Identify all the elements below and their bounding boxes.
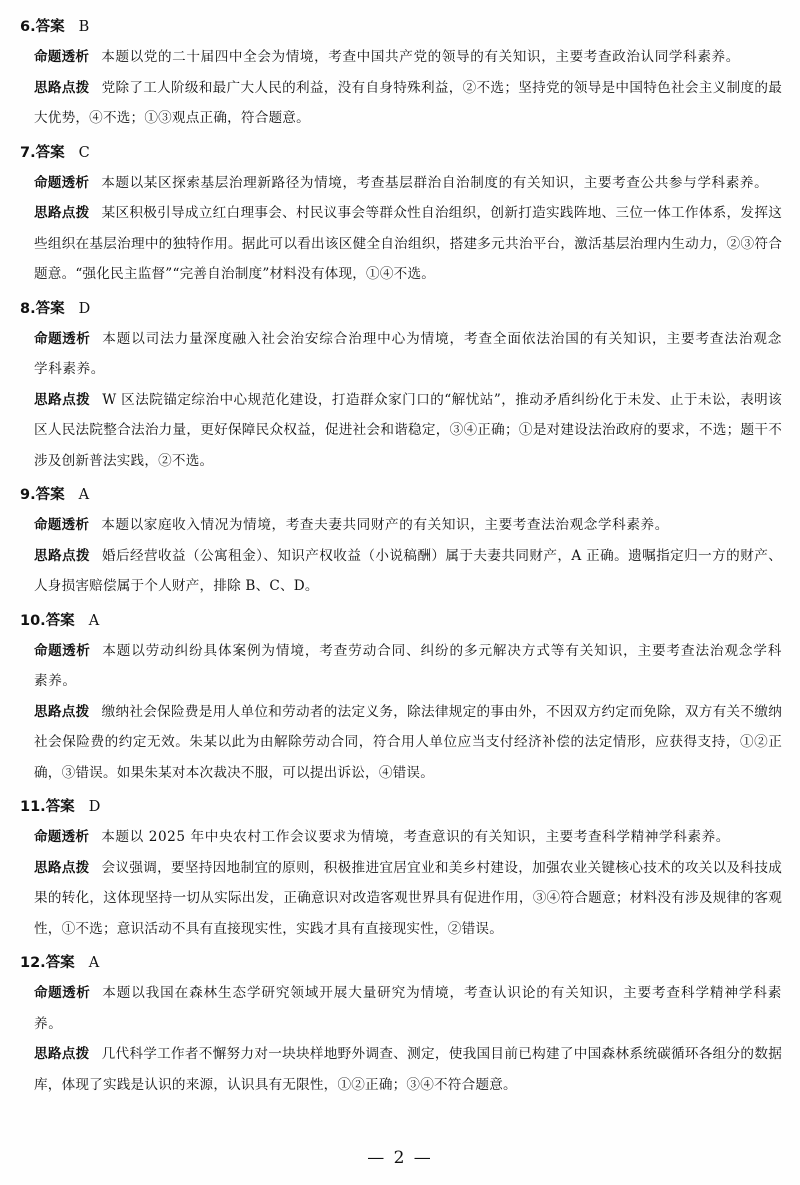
analysis-text: 本题以劳动纠纷具体案例为情境，考查劳动合同、纠纷的多元解决方式等有关知识，主要考查法治观念学科素养。 bbox=[34, 642, 782, 689]
answer-label: 答案 bbox=[35, 487, 65, 503]
analysis-text: 本题以党的二十届四中全会为情境，考查中国共产党的领导的有关知识，主要考查政治认同学科素养。 bbox=[101, 49, 740, 65]
answer-value: C bbox=[78, 144, 90, 161]
analysis-paragraph bbox=[34, 168, 782, 199]
answer-label: 答案 bbox=[45, 955, 75, 971]
analysis-paragraph bbox=[34, 978, 782, 1039]
question-number: 11. bbox=[20, 799, 46, 815]
answer-line bbox=[20, 606, 782, 636]
answer-line bbox=[20, 12, 782, 42]
hint-text: 党除了工人阶级和最广大人民的利益，没有自身特殊利益，②不选；坚持党的领导是中国特色社会主义制度的最大优势，④不选；①③观点正确，符合题意。 bbox=[34, 79, 782, 126]
question-number: 8. bbox=[20, 300, 36, 317]
hint-label: 思路点拨 bbox=[34, 391, 91, 408]
question-item-10 bbox=[20, 606, 782, 789]
analysis-label: 命题透析 bbox=[34, 517, 90, 533]
analysis-paragraph bbox=[34, 510, 782, 541]
answer-label: 答案 bbox=[35, 144, 65, 161]
question-item-6 bbox=[20, 12, 782, 134]
question-item-8 bbox=[20, 294, 782, 477]
question-number: 9. bbox=[20, 487, 36, 503]
answer-value: D bbox=[88, 799, 101, 815]
analysis-label: 命题透析 bbox=[34, 829, 90, 845]
hint-text: 婚后经营收益（公寓租金）、知识产权收益（小说稿酬）属于夫妻共同财产，A 正确。遗嘱指定归一方的财产、人身损害赔偿属于个人财产，排除 B、C、D。 bbox=[34, 547, 782, 594]
hint-paragraph bbox=[34, 697, 782, 789]
answer-value: D bbox=[78, 300, 91, 317]
hint-paragraph bbox=[34, 385, 782, 477]
page-number: — 2 — bbox=[367, 1148, 433, 1168]
hint-paragraph bbox=[34, 1039, 782, 1100]
answer-value: A bbox=[78, 487, 90, 503]
analysis-label: 命题透析 bbox=[34, 49, 90, 65]
hint-label: 思路点拨 bbox=[34, 703, 90, 720]
hint-label: 思路点拨 bbox=[34, 1046, 90, 1062]
hint-label: 思路点拨 bbox=[34, 859, 90, 876]
analysis-text: 本题以某区探索基层治理新路径为情境，考查基层群治自治制度的有关知识，主要考查公共参与学科素养。 bbox=[101, 174, 769, 191]
hint-text: 会议强调，要坚持因地制宜的原则，积极推进宜居宜业和美乡村建设，加强农业关键核心技术的攻关以及科技成果的转化，这体现坚持一切从实际出发，正确意识对改造客观世界具有促进作用，③④符合题意；材料没有涉及规律的客观性，①不选；意识活动不具有直接现实性，实践才具有直接现实性，②错误。 bbox=[34, 859, 782, 937]
answer-value: B bbox=[78, 19, 90, 35]
answer-line bbox=[20, 948, 782, 978]
question-item-9 bbox=[20, 480, 782, 602]
analysis-paragraph bbox=[34, 324, 782, 385]
answer-label: 答案 bbox=[45, 799, 75, 815]
answer-line bbox=[20, 294, 782, 324]
analysis-text: 本题以家庭收入情况为情境，考查夫妻共同财产的有关知识，主要考查法治观念学科素养。 bbox=[101, 517, 669, 533]
question-item-12 bbox=[20, 948, 782, 1100]
hint-text: W 区法院锚定综治中心规范化建设，打造群众家门口的“解忧站”，推动矛盾纠纷化于未发、止于未讼，表明该区人民法院整合法治力量，更好保障民众权益，促进社会和谐稳定，③④正确；①是对建设法治政府的要求，不选；题干不涉及创新普法实践，②不选。 bbox=[34, 391, 782, 469]
hint-text: 缴纳社会保险费是用人单位和劳动者的法定义务，除法律规定的事由外，不因双方约定而免除，双方有关不缴纳社会保险费的约定无效。朱某以此为由解除劳动合同，符合用人单位应当支付经济补偿的法定情形，应获得支持，①②正确，③错误。如果朱某对本次裁决不服，可以提出诉讼，④错误。 bbox=[34, 703, 782, 781]
answer-value: A bbox=[88, 955, 100, 971]
hint-paragraph bbox=[34, 541, 782, 602]
hint-text: 某区积极引导成立红白理事会、村民议事会等群众性自治组织，创新打造实践阵地、三位一体工作体系，发挥这些组织在基层治理中的独特作用。据此可以看出该区健全自治组织，搭建多元共治平台，激活基层治理内生动力，②③符合题意。“强化民主监督”“完善自治制度”材料没有体现，①④不选。 bbox=[34, 205, 782, 282]
answer-label: 答案 bbox=[45, 612, 75, 629]
hint-label: 思路点拨 bbox=[34, 205, 90, 221]
hint-paragraph bbox=[34, 198, 782, 290]
analysis-text: 本题以我国在森林生态学研究领域开展大量研究为情境，考查认识论的有关知识，主要考查科学精神学科素养。 bbox=[34, 985, 782, 1032]
question-number: 7. bbox=[20, 144, 36, 161]
question-item-7 bbox=[20, 138, 782, 290]
answer-line bbox=[20, 792, 782, 822]
analysis-label: 命题透析 bbox=[34, 330, 91, 347]
analysis-paragraph bbox=[34, 636, 782, 697]
hint-label: 思路点拨 bbox=[34, 547, 91, 564]
answer-line bbox=[20, 138, 782, 168]
analysis-label: 命题透析 bbox=[34, 642, 91, 659]
analysis-label: 命题透析 bbox=[34, 174, 90, 191]
answer-line bbox=[20, 480, 782, 510]
question-number: 6. bbox=[20, 19, 36, 35]
answer-value: A bbox=[88, 612, 100, 629]
hint-paragraph bbox=[34, 73, 782, 134]
question-number: 10. bbox=[20, 612, 46, 629]
hint-paragraph bbox=[34, 853, 782, 945]
analysis-label: 命题透析 bbox=[34, 985, 91, 1001]
hint-text: 几代科学工作者不懈努力对一块块样地野外调查、测定，使我国目前已构建了中国森林系统碳循环各组分的数据库，体现了实践是认识的来源，认识具有无限性，①②正确；③④不符合题意。 bbox=[34, 1046, 782, 1093]
answer-label: 答案 bbox=[35, 19, 65, 35]
analysis-paragraph bbox=[34, 822, 782, 853]
question-item-11 bbox=[20, 792, 782, 944]
hint-label: 思路点拨 bbox=[34, 79, 90, 96]
answer-label: 答案 bbox=[35, 300, 65, 317]
analysis-paragraph bbox=[34, 42, 782, 73]
question-number: 12. bbox=[20, 955, 46, 971]
analysis-text: 本题以司法力量深度融入社会治安综合治理中心为情境，考查全面依法治国的有关知识，主要考查法治观念学科素养。 bbox=[34, 330, 782, 377]
analysis-text: 本题以 2025 年中央农村工作会议要求为情境，考查意识的有关知识，主要考查科学精神学科素养。 bbox=[101, 829, 730, 845]
